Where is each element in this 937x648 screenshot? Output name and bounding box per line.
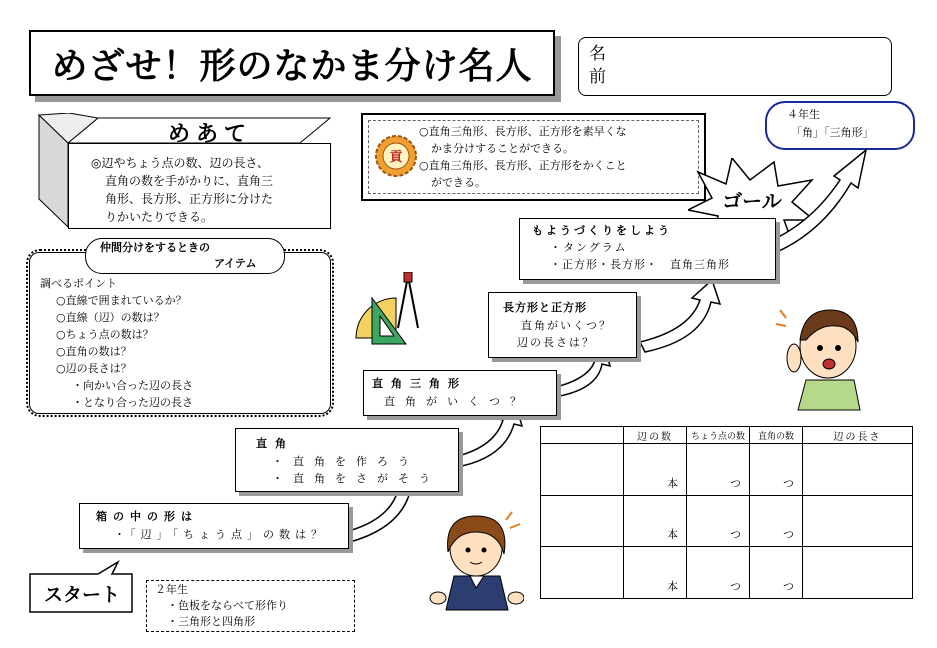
table-header-cell: 直角の数: [750, 427, 803, 444]
step-chouhou: [488, 292, 637, 358]
table-cell-vertices[interactable]: つ: [687, 444, 750, 496]
goal-line: ○直角三角形、長方形、正方形をかくこと: [419, 159, 627, 172]
step-chokkaku-sankakukei: [363, 370, 557, 416]
meate-line: ◎辺やちょう点の数、辺の長さ、: [91, 156, 269, 170]
items-heading: 調べるポイント: [40, 277, 117, 290]
table-cell-lengths[interactable]: [803, 495, 913, 547]
table-cell-shape[interactable]: [541, 547, 624, 599]
items-subpoint: ・となり合った辺の長さ: [72, 396, 193, 409]
table-cell-sides[interactable]: 本: [624, 547, 687, 599]
step-moyou-title: もようづくりをしよう: [532, 224, 672, 237]
table-header-cell: ちょう点の数: [687, 427, 750, 444]
step-hako-line: ・「辺」「ちょう点」の数は？: [114, 528, 327, 541]
items-subpoint: ・向かい合った辺の長さ: [72, 379, 193, 392]
table-row: [541, 495, 913, 547]
table-cell-vertices[interactable]: つ: [687, 547, 750, 599]
items-point: ○辺の長さは？: [56, 362, 132, 375]
drawing-tools-icon: [350, 272, 428, 352]
grade4-label: ４年生: [787, 108, 820, 121]
items-point: ○ちょう点の数は？: [56, 328, 154, 341]
grade2-label: ２年生: [155, 583, 188, 596]
step-chokkaku-line: ・直角を作ろう: [272, 455, 419, 468]
table-cell-sides[interactable]: 本: [624, 444, 687, 496]
table-cell-right-angles[interactable]: つ: [750, 495, 803, 547]
table-row: [541, 444, 913, 496]
items-point: ○直線（辺）の数は？: [56, 311, 165, 324]
table-cell-shape[interactable]: [541, 495, 624, 547]
table-header-cell: 辺の長さ: [803, 427, 913, 444]
step-hako: [79, 503, 349, 549]
step-chokkaku: [235, 428, 459, 492]
table-cell-vertices[interactable]: つ: [687, 495, 750, 547]
goal-line: ○直角三角形、長方形、正方形を素早くな: [419, 125, 627, 138]
table-cell-right-angles[interactable]: つ: [750, 547, 803, 599]
svg-text:貢: 貢: [389, 150, 403, 165]
items-point: ○直線で囲まれているか？: [56, 294, 187, 307]
start-label: スタート: [43, 584, 120, 606]
step-chokkaku-sankakukei-title: 直角三角形: [372, 377, 467, 390]
goal-label: ゴール: [722, 189, 782, 213]
step-chouhou-line: 辺の長さは？: [517, 336, 595, 349]
goal-line: かま分けすることができる。: [431, 142, 574, 155]
grade4-topics: 「角」「三角形」: [791, 126, 874, 139]
table-cell-shape[interactable]: [541, 444, 624, 496]
step-chokkaku-title: 直角: [256, 437, 294, 450]
shape-table: [540, 426, 913, 599]
table-header-row: [541, 427, 913, 444]
step-chokkaku-line: ・直角をさがそう: [272, 472, 440, 485]
table-header-cell: 辺の数: [624, 427, 687, 444]
page-title: めざせ！形のなかま分け名人: [51, 45, 533, 87]
table-cell-lengths[interactable]: [803, 444, 913, 496]
step-moyou-line: ・タングラム: [550, 241, 628, 254]
items-tag: [85, 238, 285, 274]
table-row: [541, 547, 913, 599]
items-panel: [29, 252, 331, 414]
step-moyou-line: ・正方形・長方形・ 直角三角形: [550, 258, 730, 271]
table-cell-sides[interactable]: 本: [624, 495, 687, 547]
grade2-line: ・三角形と四角形: [167, 615, 255, 628]
meate-line: 角形、長方形、正方形に分けた: [105, 192, 274, 206]
grade2-box: [146, 580, 355, 632]
step-chokkaku-sankakukei-line: 直角がいくつ？: [384, 395, 531, 408]
table-header-cell: [541, 427, 624, 444]
girl-illustration: [428, 506, 524, 612]
grade2-line: ・色板をならべて形作り: [167, 599, 288, 612]
meate-line: りかいたりできる。: [105, 210, 214, 224]
name-label: 名前: [589, 44, 606, 87]
step-moyou: [519, 218, 776, 280]
step-hako-title: 箱の中の形は: [96, 510, 198, 523]
table-cell-right-angles[interactable]: つ: [750, 444, 803, 496]
step-chouhou-title: 長方形と正方形: [503, 301, 587, 314]
step-chouhou-line: 直角がいくつ？: [521, 319, 612, 332]
items-tag-line: アイテム: [214, 257, 257, 270]
items-point: ○直角の数は？: [56, 345, 132, 358]
goal-line: ができる。: [431, 176, 486, 189]
items-tag-line: 仲間分けをするときの: [100, 241, 210, 254]
table-cell-lengths[interactable]: [803, 547, 913, 599]
meate-heading: めあて: [167, 122, 252, 147]
meate-line: 直角の数を手がかりに、直角三: [105, 174, 274, 188]
boy-illustration: [776, 296, 874, 412]
